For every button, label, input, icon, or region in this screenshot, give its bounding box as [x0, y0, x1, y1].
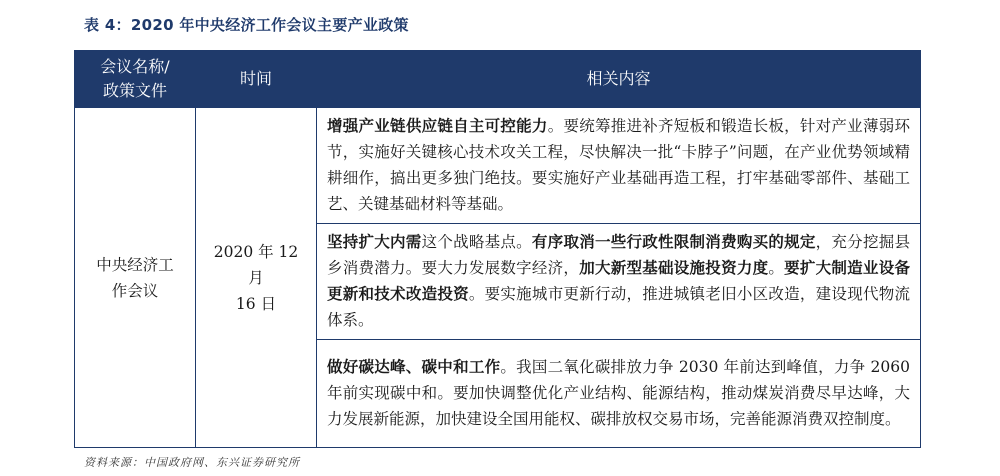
content-run: 做好碳达峰、碳中和工作 — [327, 358, 501, 376]
source-note: 资料来源：中国政府网、东兴证券研究所 — [84, 456, 300, 469]
date-line2: 16 日 — [235, 294, 277, 313]
date-line1: 2020 年 12 月 — [213, 242, 299, 287]
content-run: 。 — [768, 259, 785, 277]
content-cell-1 — [317, 108, 921, 224]
table-header-row — [75, 51, 921, 108]
meeting-name-cell — [75, 108, 196, 448]
header-time: 时间 — [196, 51, 317, 108]
header-meeting — [75, 51, 196, 108]
date-cell — [196, 108, 317, 448]
content-run: 要扩大制造业设备更新和技术改造投资 — [327, 259, 910, 303]
content-cell-3 — [317, 340, 921, 448]
content-run: 坚持扩大内需 — [327, 233, 422, 251]
meeting-name-line2: 作会议 — [111, 281, 159, 300]
content-run: 有序取消一些行政性限制消费购买的规定 — [531, 233, 816, 251]
content-run: 这个战略基点。 — [421, 233, 532, 251]
content-run: 加大新型基础设施投资力度 — [579, 259, 769, 277]
content-run: 。我国二氧化碳排放力争 2030 年前达到峰值，力争 2060 年前实现碳中和。要加快调整优化产业结构、能源结构，推动煤炭消费尽早达峰，大力发展新能源，加快建设全国用能权、碳排放权交易市场，完善能源消费双控制度。 — [327, 358, 910, 428]
content-run: 。要统筹推进补齐短板和锻造长板，针对产业薄弱环节，实施好关键核心技术攻关工程，尽快解决一批“卡脖子”问题，在产业优势领域精耕细作，搞出更多独门绝技。要实施好产业基础再造工程，打牢基础零部件、基础工艺、关键基础材料等基础。 — [327, 117, 910, 213]
table-row — [75, 108, 921, 224]
content-cell-2 — [317, 224, 921, 340]
header-meeting-line2: 政策文件 — [102, 81, 167, 100]
content-run: ，充分挖掘县乡消费潜力。要大力发展数字经济， — [327, 233, 910, 277]
header-content: 相关内容 — [317, 51, 921, 108]
table-caption: 表 4：2020 年中央经济工作会议主要产业政策 — [84, 16, 409, 34]
meeting-name-line1: 中央经济工 — [96, 255, 174, 274]
header-meeting-line1: 会议名称/ — [100, 57, 170, 76]
policy-table — [74, 50, 921, 448]
content-run: 。要实施城市更新行动，推进城镇老旧小区改造，建设现代物流体系。 — [327, 285, 910, 329]
content-run: 增强产业链供应链自主可控能力 — [327, 117, 548, 135]
